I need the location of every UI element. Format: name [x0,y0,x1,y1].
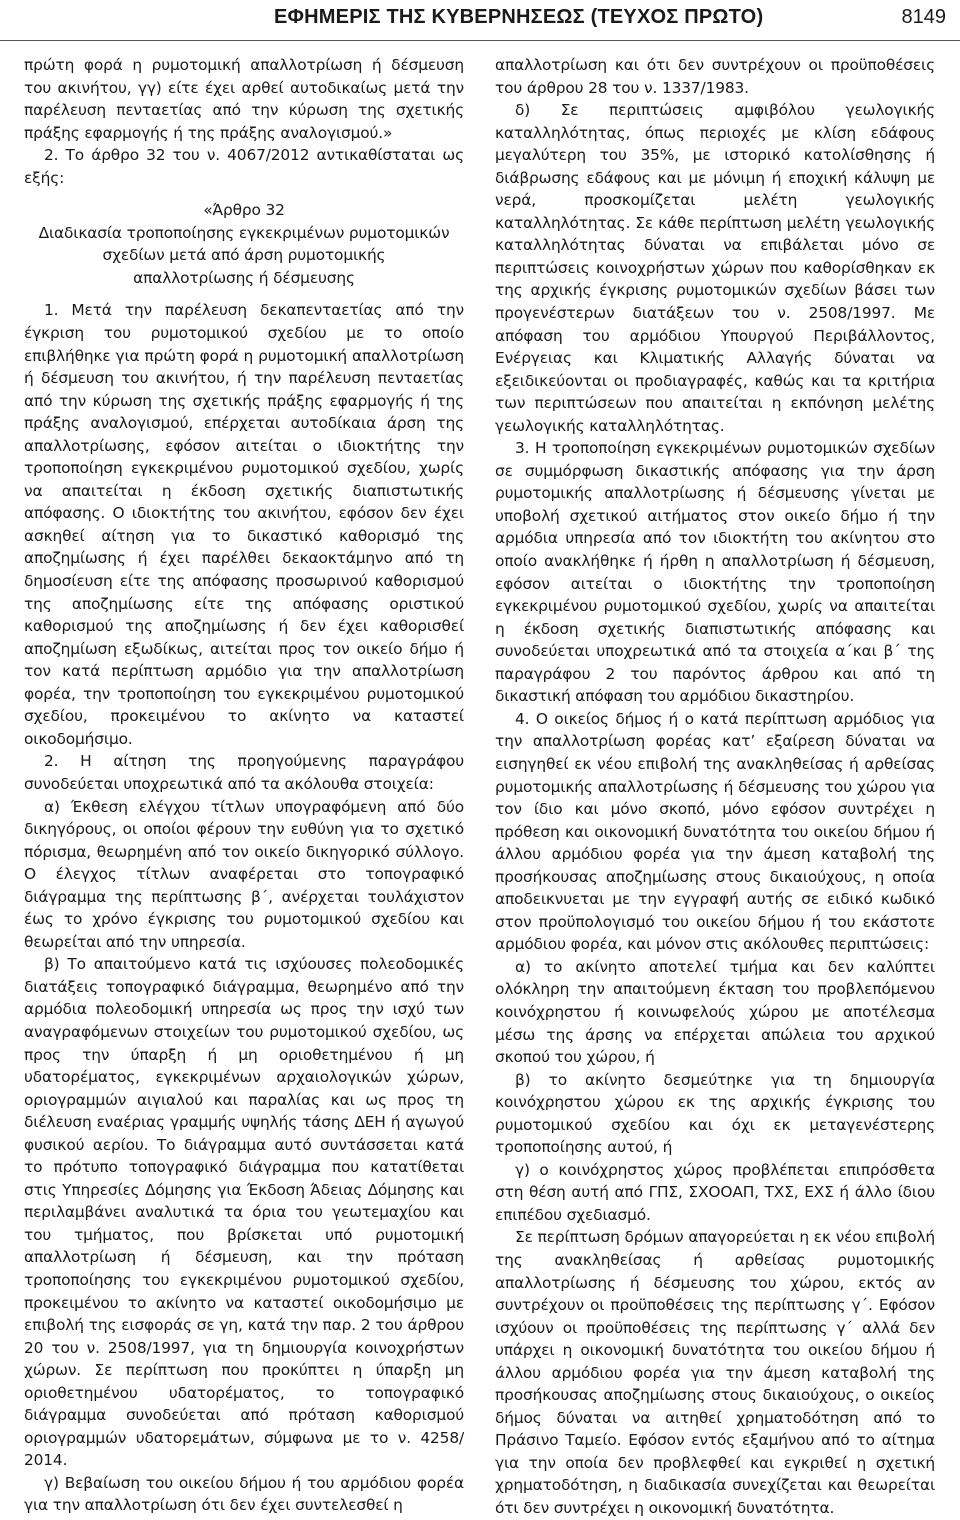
left-column [24,54,464,1517]
paragraph: 2. Το άρθρο 32 του ν. 4067/2012 αντικαθίσταται ως εξής: [24,146,464,187]
paragraph: γ) ο κοινόχρηστος χώρος προβλέπεται επιπρόσθετα στη θέση αυτή από ΓΠΣ, ΣΧΟΟΑΠ, ΤΧΣ, ΕΧΣ ή άλλο ίδιου επιπέδου σχεδιασμό. [495,1160,935,1224]
right-column [495,54,935,1520]
article-subtitle: Διαδικασία τροποποίησης εγκεκριμένων ρυμοτομικών [38,223,450,242]
paragraph: 4. Ο οικείος δήμος ή ο κατά περίπτωση αρμόδιος για την απαλλοτρίωση φορέας κατ’ εξαίρεση δύναται να εισηγηθεί εκ νέου επιβολή της ανακληθείσας ή αρθείσας ρυμοτομικής απαλλοτρίωσης ή δέσμευσης του χώρου για τον ίδιο και μόνο σκοπό, μόνο εφόσον συντρέχει η πρόθεση και οικονομική δυνατότητα του οικείου δήμου ή άλλου αρμόδιου φορέα για την άμεση καταβολή της προσήκουσας αποζημίωσης στους δικαιούχους, η οποία αποδεικνυεται με την εγγραφή αυτής σε ειδικό κωδικό στον προϋπολογισμό του οικείου δήμου ή του εκάστοτε αρμόδιου φορέα, και μόνον στις ακόλουθες περιπτώσεις: [495,709,935,954]
paragraph: 1. Μετά την παρέλευση δεκαπενταετίας από την έγκριση του ρυμοτομικού σχεδίου με το οποίο επιβλήθηκε για πρώτη φορά η ρυμοτομική απαλλοτρίωση ή δέσμευση του ακινήτου, ή την παρέλευση πενταετίας από την κύρωση της σχετικής πράξης εφαρμογής ή της πράξης αναλογισμού, επέρχεται αυτοδίκαια άρση της απαλλοτρίωσης, εφόσον αιτείται ο ιδιοκτήτης την τροποποίηση εγκεκριμένου ρυμοτομικού σχεδίου, χωρίς να απαιτείται η έκδοση σχετικής διαπιστωτικής απόφασης. Ο ιδιοκτήτης του ακινήτου, εφόσον δεν έχει ασκηθεί αίτηση για το δικαστικό καθορισμό της αποζημίωσης ή έχει παρέλθει δεκαοκτάμηνο από τη δημοσίευση είτε της απόφασης προσωρινού καθορισμού της αποζημίωσης είτε της απόφασης οριστικού καθορισμού της αποζημίωσης ή δεν έχει καθορισθεί αποζημίωση εξωδίκως, αιτείται προς τον οικείο δήμο ή τον κατά περίπτωση αρμόδιο για την απαλλοτρίωση φορέα, την τροποποίηση του εγκεκριμένου ρυμοτομικού σχεδίου, προκειμένου το ακίνητο να καταστεί οικοδομήσιμο. [24,301,464,748]
page-header [0,0,960,41]
page-number: 8149 [901,6,946,28]
article-subtitle: απαλλοτρίωσης ή δέσμευσης [133,268,355,287]
paragraph: β) το ακίνητο δεσμεύτηκε για τη δημιουργία κοινόχρηστου χώρου εκ της αρχικής έγκρισης του ρυμοτομικού σχεδίου και όχι εκ μεταγενέστερης τροποποίησης αυτού, ή [495,1070,935,1157]
paragraph: γ) Βεβαίωση του οικείου δήμου ή του αρμόδιου φορέα για την απαλλοτρίωση ότι δεν έχει συντελεσθεί η [24,1473,464,1515]
gazette-title: ΕΦΗΜΕΡΙΣ ΤΗΣ ΚΥΒΕΡΝΗΣΕΩΣ (ΤΕΥΧΟΣ ΠΡΩΤΟ) [274,6,764,28]
paragraph: α) Έκθεση ελέγχου τίτλων υπογραφόμενη από δύο δικηγόρους, οι οποίοι φέρουν την ευθύνη για το σχετικό πόρισμα, θεωρημένη από τον οικείο δικηγορικό σύλλογο. Ο έλεγχος τίτλων αναφέρεται στο τοπογραφικό διάγραμμα της περίπτωσης β΄, ανέρχεται τουλάχιστον έως το χρόνο έγκρισης του ρυμοτομικού σχεδίου και θεωρείται από την υπηρεσία. [24,797,464,951]
paragraph: Σε περίπτωση δρόμων απαγορεύεται η εκ νέου επιβολή της ανακληθείσας ή αρθείσας ρυμοτομικής απαλλοτρίωσης ή δέσμευσης του χώρου, εκτός αν συντρέχουν οι προϋποθέσεις της περίπτωσης γ΄. Εφόσον ισχύουν οι προϋποθέσεις της περίπτωσης γ΄ αλλά δεν υπάρχει η οικονομική δυνατότητα του οικείου δήμου ή άλλου αρμόδιου φορέα για την άμεση καταβολή της προσήκουσας αποζημίωσης στους δικαιούχους, ο οικείος δήμος δύναται να αιτηθεί χρηματοδότηση από το Πράσινο Ταμείο. Εφόσον εντός εξαμήνου από το αίτημα για την οποία δεν προβλεφθεί και εγκριθεί η σχετική χρηματοδότηση, η διαδικασία συνεχίζεται και θεωρείται ότι δεν συντρέχει η οικονομική δυνατότητα. [495,1228,935,1517]
paragraph: β) Το απαιτούμενο κατά τις ισχύουσες πολεοδομικές διατάξεις τοπογραφικό διάγραμμα, θεωρημένο από την αρμόδια πολεοδομική υπηρεσία ως προς την ισχύ των αναγραφόμενων στοιχείων του ρυμοτομικού σχεδίου, ως προς την ύπαρξη ή μη οριοθετημένου ή μη υδατορέματος, εγκεκριμένων αρχαιολογικών χώρων, οριογραμμών αιγιαλού και παραλίας και ως προς τη διέλευση εναέριας γραμμής υψηλής τάσης ΔΕΗ ή αγωγού φυσικού αερίου. Το διάγραμμα αυτό συντάσσεται κατά το πρότυπο τοπογραφικό διάγραμμα που κατατίθεται στις Υπηρεσίες Δόμησης για Έκδοση Άδειας Δόμησης και περιλαμβάνει αναλυτικά τα όρια του γεωτεμαχίου και του τμήματος, που βρίσκεται υπό ρυμοτομική απαλλοτρίωση ή δέσμευση, και την πρόταση τροποποίησης του εγκεκριμένου ρυμοτομικού σχεδίου, προκειμένου το ακίνητο να καταστεί οικοδομήσιμο με επιβολή της εισφοράς σε γη, κατά την παρ. 2 του άρθρου 20 του ν. 2508/1997, για τη δημιουργία κοινοχρήστων χώρων. Σε περίπτωση που προκύπτει η ύπαρξη μη οριοθετημένου υδατορέματος, το τοπογραφικό διάγραμμα συνοδεύεται από πρόταση καθορισμού οριογραμμών υδατορεμάτων, σύμφωνα με το ν. 4258/ 2014. [24,955,464,1470]
paragraph: α) το ακίνητο αποτελεί τμήμα και δεν καλύπτει ολόκληρη την απαιτούμενη έκταση του προβλεπόμενου κοινόχρηστου ή κοινωφελούς χώρου με αποτέλεσμα μέσω της άρσης να επέρχεται απώλεια του αρχικού σκοπού του χώρου, ή [495,957,935,1067]
article-title: «Άρθρο 32 [203,201,285,220]
paragraph: δ) Σε περιπτώσεις αμφιβόλου γεωλογικής καταλληλότητας, όπως περιοχές με κλίση εδάφους μεγαλύτερη του 35%, με ιστορικό κατολίσθησης ή διάβρωσης εδάφους και με μόνιμη ή εποχική κάλυψη με νερά, προσκομίζεται μελέτη γεωλογικής καταλληλότητας. Σε κάθε περίπτωση μελέτη γεωλογικής καταλληλότητας δύναται να επιβάλεται μόνο σε περιπτώσεις κοινοχρήστων χώρων που καθορίσθηκαν εκ της αρχικής έγκρισης ρυμοτομικών σχεδίων βάσει των προγενέστερων διατάξεων του ν. 2508/1997. Με απόφαση του αρμόδιου Υπουργού Περιβάλλοντος, Ενέργειας και Κλιματικής Αλλαγής δύναται να εξειδικεύονται οι προδιαγραφές, καθώς και τα κριτήρια των περιπτώσεων που απαιτείται η εκπόνηση μελέτης γεωλογικής καταλληλότητας. [495,101,935,435]
article-subtitle: σχεδίων μετά από άρση ρυμοτομικής [102,246,386,265]
paragraph: απαλλοτρίωση και ότι δεν συντρέχουν οι προϋποθέσεις του άρθρου 28 του ν. 1337/1983. [495,56,935,97]
paragraph: 2. Η αίτηση της προηγούμενης παραγράφου συνοδεύεται υποχρεωτικά από τα ακόλουθα στοιχεία: [24,752,464,793]
paragraph: πρώτη φορά η ρυμοτομική απαλλοτρίωση ή δέσμευση του ακινήτου, γγ) είτε έχει αρθεί αυτοδικαίως μετά την παρέλευση πενταετίας από την κύρωση της σχετικής πράξης εφαρμογής ή της πράξης αναλογισμού.» [24,56,464,142]
paragraph: 3. Η τροποποίηση εγκεκριμένων ρυμοτομικών σχεδίων σε συμμόρφωση δικαστικής απόφασης για την άρση ρυμοτομικής απαλλοτρίωσης ή δέσμευσης γίνεται με υποβολή σχετικού αιτήματος στον οικείο δήμο ή την αρμόδια υπηρεσία από τον ιδιοκτήτη του ακίνητου στο οποίο ανακλήθηκε ή ήρθη η απαλλοτρίωση ή δέσμευση, εφόσον αιτείται ο ιδιοκτήτης την τροποποίηση εγκεκριμένου ρυμοτομικού σχεδίου, χωρίς να απαιτείται η έκδοση σχετικής διαπιστωτικής απόφασης και συνοδεύεται υποχρεωτικά από τα στοιχεία α΄και β΄ της παραγράφου 2 του παρόντος άρθρου και από τη δικαστική απόφαση του αρμόδιου δικαστηρίου. [495,439,935,706]
article-heading [24,199,464,289]
